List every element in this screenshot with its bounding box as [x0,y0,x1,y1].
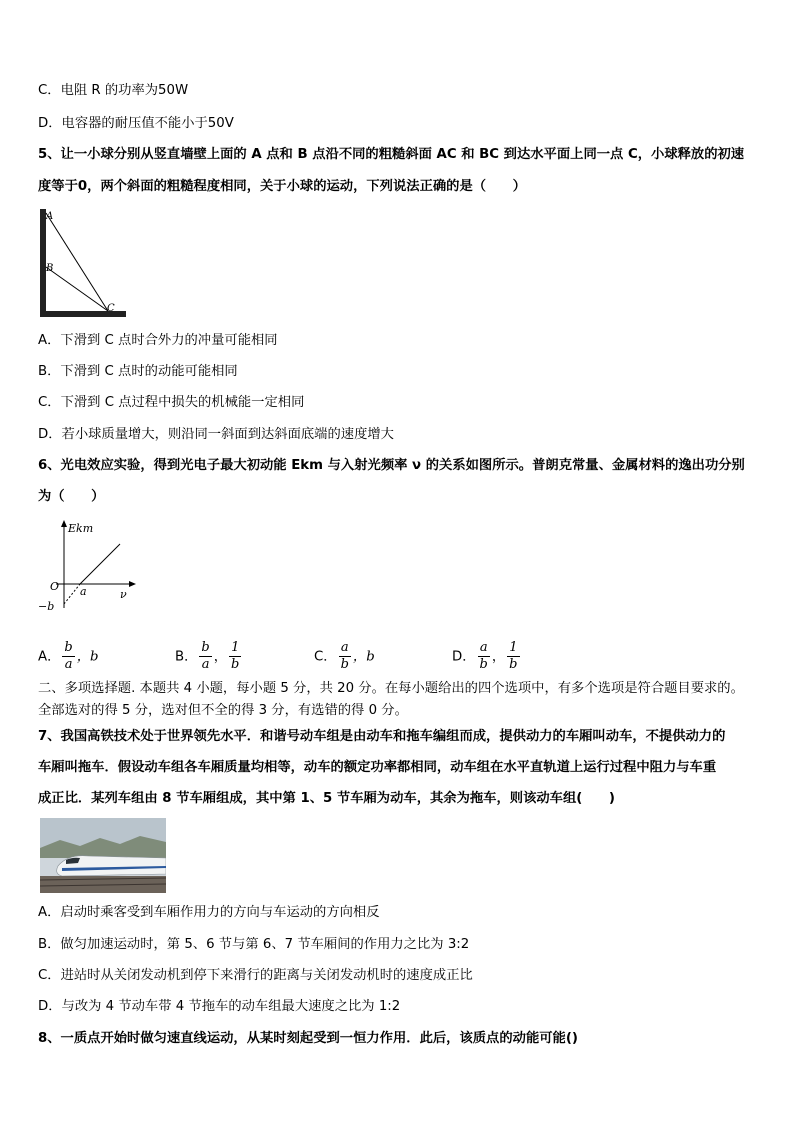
x-axis-label: ν [120,588,127,601]
origin-label: O [50,580,60,593]
numerator: 1 [229,640,241,657]
option-tail: ，b [76,649,99,665]
denominator: a [64,657,73,672]
label-c: C [107,303,115,314]
y-arrow [61,520,67,527]
q7-stem-line2: 车厢叫拖车．假设动车组各车厢质量均相等，动车的额定功率都相同，动车组在水平直轨道上运行过程中阻力与车重 [38,760,717,775]
graph-extension [64,584,80,604]
intercept-a-label: a [80,585,87,598]
incline-bc [46,267,108,311]
option-tail: ，b [352,649,375,665]
label-b: B [46,263,54,274]
option-label: C． [314,649,337,665]
incline-ac [46,213,108,311]
q5-option-b: B．下滑到 C 点时的动能可能相同 [38,364,238,379]
q7-option-b: B．做匀加速运动时，第 5、6 节与第 6、7 节车厢间的作用力之比为 3:2 [38,937,470,952]
q6-option-a [38,640,99,673]
numerator: 1 [507,640,519,657]
option-label: A． [38,649,61,665]
q7-stem-line3: 成正比．某列车组由 8 节车厢组成，其中第 1、5 节车厢为动车，其余为拖车，则该动车组( ) [38,791,616,806]
q5-option-d: D．若小球质量增大，则沿同一斜面到达斜面底端的速度增大 [38,427,394,442]
fraction [507,640,519,673]
section2-line1: 二、多项选择题. 本题共 4 小题，每小题 5 分，共 20 分。在每小题给出的四个选项中，有多个选项是符合题目要求的。 [38,681,744,696]
q6-option-c [314,640,375,673]
graph-line [80,544,120,584]
train-image [40,818,166,893]
denominator: b [479,657,488,672]
q6-graph-figure [32,518,142,618]
q7-stem-line1: 7、我国高铁技术处于世界领先水平．和谐号动车组是由动车和拖车编组而成，提供动力的车厢叫动车，不提供动力的 [38,729,726,744]
q6-stem-line2: 为（ ） [38,489,105,504]
label-a: A [46,211,54,222]
numerator: b [64,640,73,655]
q5-option-a: A．下滑到 C 点时合外力的冲量可能相同 [38,333,278,348]
section2-line2: 全部选对的得 5 分，选对但不全的得 3 分，有选错的得 0 分。 [38,703,408,718]
numerator: a [478,640,490,657]
numerator: b [201,640,210,655]
intercept-b-label: −b [38,600,55,613]
denominator: b [231,657,240,672]
numerator: a [339,640,351,657]
fraction [62,640,74,673]
q7-train-photo [40,818,166,893]
option-label: B． [175,649,198,665]
fraction [339,640,351,673]
q7-option-c: C．进站时从关闭发动机到停下来滑行的距离与关闭发动机时的速度成正比 [38,968,473,983]
denominator: a [201,657,210,672]
q5-incline-figure [38,205,128,320]
q8-stem-line1: 8、一质点开始时做匀速直线运动，从某时刻起受到一恒力作用．此后，该质点的动能可能() [38,1031,578,1046]
option-label: D． [452,649,476,665]
q6-stem-line1: 6、光电效应实验，得到光电子最大初动能 Ekm 与入射光频率 ν 的关系如图所示。普朗克常量、金属材料的逸出功分别 [38,458,745,473]
q4-option-c: C．电阻 R 的功率为50W [38,83,189,98]
q5-stem-line1: 5、让一小球分别从竖直墙壁上面的 A 点和 B 点沿不同的粗糙斜面 AC 和 BC 到达水平面上同一点 C，小球释放的初速 [38,147,745,162]
q5-option-c: C．下滑到 C 点过程中损失的机械能一定相同 [38,395,305,410]
q4-option-d: D．电容器的耐压值不能小于50V [38,116,234,131]
fraction [199,640,211,673]
fraction [229,640,241,673]
denominator: b [509,657,518,672]
q6-option-b: B． $\frac{b}{a}$ ， $\frac{1}{b}$ [175,640,240,672]
q6-option-d: D． $\frac{a}{b}$ ， $\frac{1}{b}$ [452,640,518,672]
q7-option-a: A．启动时乘客受到车厢作用力的方向与车运动的方向相反 [38,905,380,920]
wall [40,209,46,315]
q5-stem-line2: 度等于0，两个斜面的粗糙程度相同，关于小球的运动，下列说法正确的是（ ） [38,179,526,194]
fraction [478,640,490,673]
denominator: b [340,657,349,672]
q7-option-d: D．与改为 4 节动车带 4 节拖车的动车组最大速度之比为 1:2 [38,999,401,1014]
x-arrow [129,581,136,587]
y-axis-label: Ekm [68,522,94,535]
